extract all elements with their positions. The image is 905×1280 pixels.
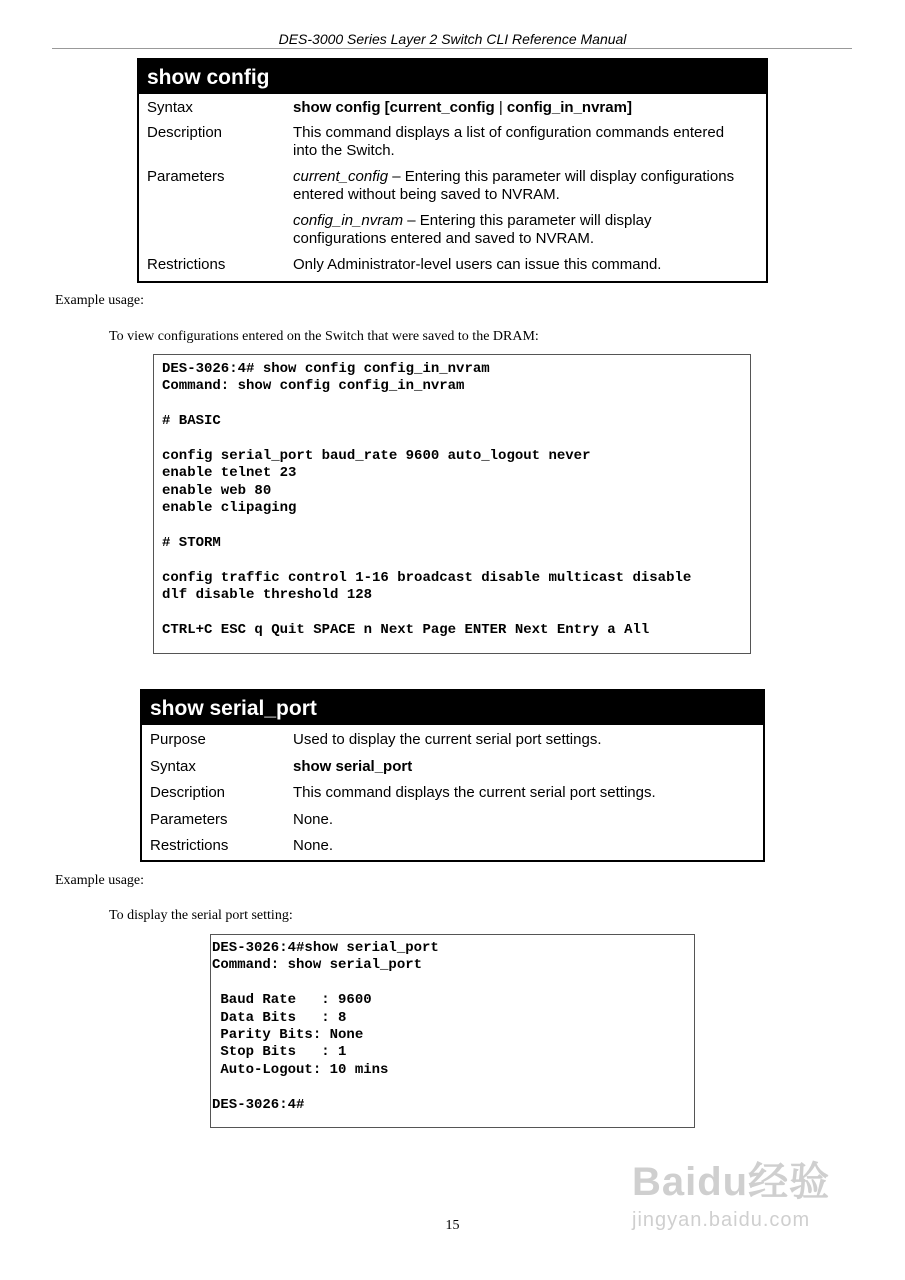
code-line: enable telnet 23 [162, 465, 297, 482]
syntax-row [139, 99, 766, 116]
restrictions-row [139, 256, 766, 273]
page-number: 15 [445, 1218, 460, 1233]
watermark-logo: Baidu经验 [632, 1160, 831, 1204]
syntax-value: show config [current_config | config_in_nvram] [293, 99, 632, 116]
code-line [212, 1079, 694, 1096]
code-line: enable web 80 [162, 482, 272, 499]
code-line: # STORM [162, 534, 221, 551]
code-line: enable clipaging [162, 500, 297, 517]
description-label: Description [150, 784, 226, 801]
syntax-value: show serial_port [293, 757, 413, 775]
description-row [142, 784, 763, 811]
description-row [139, 124, 766, 160]
code-line [162, 396, 750, 413]
code-line: Parity Bits: None [212, 1026, 364, 1043]
baidu-jingyan-watermark [632, 1150, 862, 1250]
parameters-label: Parameters [150, 810, 228, 828]
description-value: This command displays a list of configuration commands entered into the Switch. [293, 124, 725, 159]
code-line: DES-3026:4# [212, 1096, 305, 1113]
purpose-row [142, 731, 763, 758]
purpose-label: Purpose [150, 731, 206, 748]
code-block-show-serial-port [210, 934, 695, 1128]
parameters-row [142, 811, 763, 838]
syntax-label: Syntax [150, 757, 196, 775]
code-line: config traffic control 1-16 broadcast disable multicast disable [162, 569, 692, 586]
code-line: # BASIC [162, 413, 221, 430]
description-value: This command displays the current serial port settings. [293, 784, 656, 801]
show-config-title: show config [139, 60, 766, 94]
code-line: Auto-Logout: 10 mins [212, 1061, 389, 1078]
example-intro: To view configurations entered on the Switch that were saved to the DRAM: [109, 329, 539, 344]
parameters-value: current_config – Entering this parameter will display configurations entered without being saved to NVRAM. config_in_nvram – Entering this parameter will display configurations entered and saved to NVRAM. [293, 168, 735, 247]
parameters-label: Parameters [147, 168, 225, 185]
restrictions-label: Restrictions [150, 837, 229, 854]
code-line: Command: show serial_port [212, 957, 423, 974]
code-line [212, 975, 694, 992]
show-config-table [137, 58, 768, 283]
watermark-url: jingyan.baidu.com [632, 1209, 811, 1231]
code-line: Baud Rate : 9600 [212, 992, 372, 1009]
example-intro: To display the serial port setting: [109, 908, 293, 923]
header-divider [52, 48, 852, 49]
example-usage-label: Example usage: [55, 293, 145, 308]
description-label: Description [147, 124, 223, 141]
code-line [162, 604, 750, 621]
code-line: dlf disable threshold 128 [162, 587, 373, 604]
code-line [162, 431, 750, 448]
code-line: config serial_port baud_rate 9600 auto_logout never [162, 447, 591, 464]
show-serial-port-title: show serial_port [142, 691, 763, 725]
code-line: Data Bits : 8 [212, 1009, 347, 1026]
param-current-config: current_config [293, 168, 389, 185]
param-config-in-nvram: config_in_nvram [293, 212, 404, 229]
show-serial-port-table [140, 689, 765, 862]
code-line: DES-3026:4#show serial_port [212, 940, 439, 956]
restrictions-row [142, 837, 763, 864]
purpose-value: Used to display the current serial port settings. [293, 731, 602, 748]
restrictions-value: Only Administrator-level users can issue this command. [293, 256, 662, 273]
code-line: CTRL+C ESC q Quit SPACE n Next Page ENTER Next Entry a All [162, 621, 650, 638]
parameters-row [139, 168, 766, 248]
syntax-label: Syntax [147, 99, 193, 116]
example-usage-label: Example usage: [55, 873, 145, 888]
syntax-row [142, 758, 763, 785]
code-line [162, 552, 750, 569]
code-block-show-config [153, 354, 751, 654]
parameters-value: None. [293, 810, 334, 828]
restrictions-value: None. [293, 837, 334, 854]
code-line: DES-3026:4# show config config_in_nvram [162, 361, 490, 377]
code-line: Stop Bits : 1 [212, 1044, 347, 1061]
restrictions-label: Restrictions [147, 256, 226, 273]
code-line [162, 518, 750, 535]
page-header: DES-3000 Series Layer 2 Switch CLI Reference Manual [278, 31, 627, 47]
code-line: Command: show config config_in_nvram [162, 378, 465, 395]
